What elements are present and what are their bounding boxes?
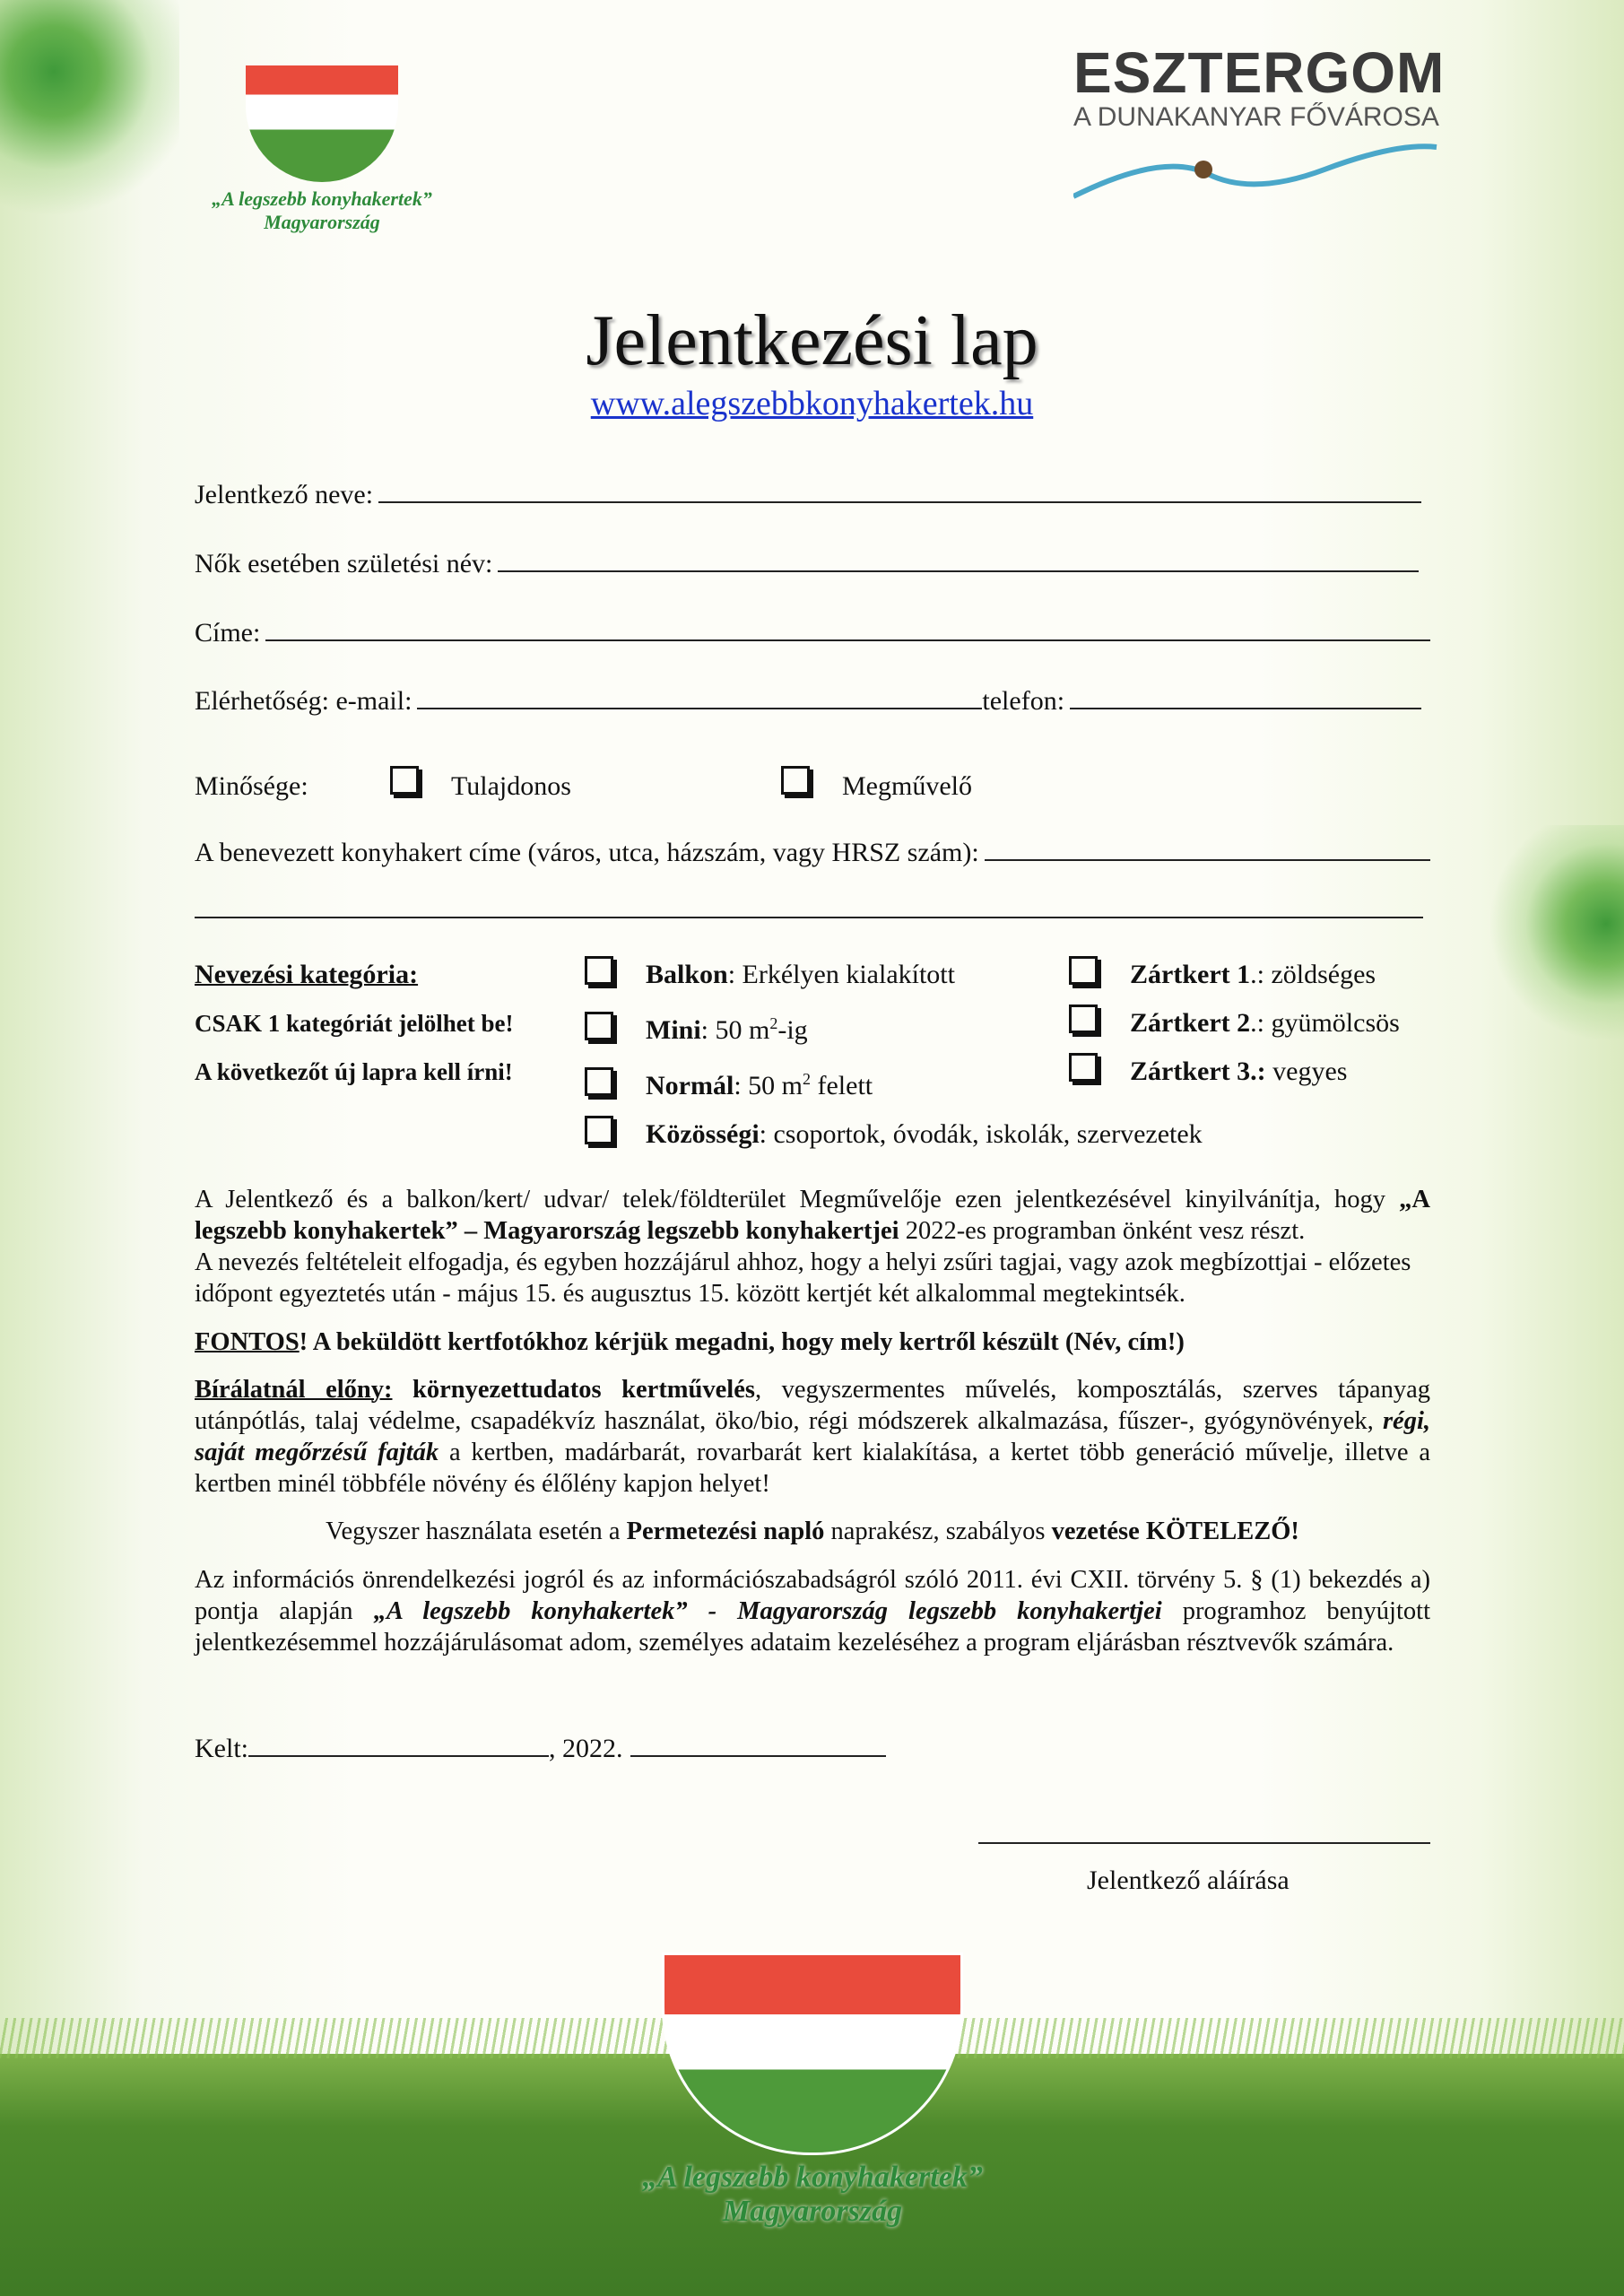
important-note: FONTOS! A beküldött kertfotókhoz kérjük megadni, hogy mely kertről készült (Név, cím!) <box>195 1328 1185 1356</box>
zartkert-1-checkbox[interactable] <box>1069 956 1098 985</box>
contact-field[interactable] <box>195 686 1421 717</box>
pesticide-note: Vegyszer használata esetén a Permetezési napló naprakész, szabályos vezetése KÖTELEZŐ! <box>326 1518 1299 1545</box>
judging-criteria-paragraph: Bírálatnál előny: környezettudatos kertművelés, vegyszermentes művelés, komposztálás, szerves tápanyag utánpótlás, talaj védelme, csapadékvíz használat, öko/bio, régi módszerek alkalmazása, fűszer-, gyógynövények, régi, saját megőrzésű fajták a kertben, madárbarát, rovarbarát kert kialakítása, a kertet több generáció művelje, illetve a kertben minél többféle növény és élőlény kapjon helyet! <box>195 1376 1431 1498</box>
maiden-name-field[interactable] <box>195 549 1419 579</box>
owner-checkbox[interactable] <box>390 766 419 795</box>
kozossegi-checkbox[interactable] <box>585 1116 613 1144</box>
website-link[interactable]: www.alegszebbkonyhakertek.hu <box>590 385 1034 422</box>
role-field <box>195 766 1091 802</box>
zartkert-2-checkbox[interactable] <box>1069 1004 1098 1033</box>
mini-checkbox[interactable] <box>585 1012 613 1040</box>
category-note-new-sheet: A következőt új lapra kell írni! <box>195 1058 513 1085</box>
leaf-decoration-right <box>1489 825 1624 1130</box>
balkon-checkbox[interactable] <box>585 956 613 985</box>
name-field[interactable] <box>195 480 1421 510</box>
leaf-decoration-top-left <box>0 0 179 233</box>
garden-address-line-2[interactable] <box>195 917 1423 918</box>
category-normal[interactable]: Normál: 50 $m^2$ felett <box>585 1055 1203 1110</box>
conditions-paragraph: A nevezés feltételeit elfogadja, és egyben hozzájárul ahhoz, hogy a helyi zsűri tagjai, vagy azok megbízottjai - előzetes időpont egyeztetés után - május 15. és augusztus 15. között kertjét két alkalommal megtekintsék. <box>195 1248 1411 1308</box>
category-mini[interactable]: Mini: 50 $m^2-ig$ <box>585 999 1203 1055</box>
contest-logo-top: „A legszebb konyhakertek” Magyarország <box>190 30 454 227</box>
declaration-paragraph: A Jelentkező és a balkon/kert/ udvar/ telek/földterület Megművelője ezen jelentkezésével kinyilvánítja, hogy „A legszebb konyhakertek” – Magyarország legszebb konyhakertjei 2022-es programban önként vesz részt. <box>195 1186 1430 1245</box>
esztergom-logo: ESZTERGOM A DUNAKANYAR FŐVÁROSA <box>1073 44 1441 205</box>
category-heading: Nevezési kategória: <box>195 960 419 989</box>
email-label: Elérhetőség: e-mail: <box>195 686 413 716</box>
category-balkon[interactable]: Balkon: Erkélyen kialakított <box>585 951 1203 999</box>
signature-line[interactable] <box>978 1842 1430 1844</box>
category-zartkert-2[interactable]: Zártkert 2.: gyümölcsös <box>1069 999 1400 1048</box>
category-kozossegi[interactable]: Közösségi: csoportok, óvodák, iskolák, szervezetek <box>585 1110 1203 1159</box>
date-field[interactable] <box>195 1734 886 1764</box>
garden-address-label: A benevezett konyhakert címe (város, utca, házszám, vagy HRSZ szám): <box>195 838 979 867</box>
page-title: Jelentkezési lap <box>586 301 1038 380</box>
year-label: , 2022. <box>549 1734 623 1763</box>
cultivator-checkbox[interactable] <box>781 766 810 795</box>
category-zartkert-3[interactable]: Zártkert 3.: vegyes <box>1069 1048 1400 1096</box>
category-note-one: CSAK 1 kategóriát jelölhet be! <box>195 1010 514 1037</box>
signature-label: Jelentkező aláírása <box>1087 1866 1290 1895</box>
phone-label: telefon: <box>982 686 1065 716</box>
normal-checkbox[interactable] <box>585 1067 613 1096</box>
cultivator-label: Megművelő <box>842 771 972 801</box>
zartkert-3-checkbox[interactable] <box>1069 1053 1098 1082</box>
address-label: Címe: <box>195 618 261 648</box>
owner-label: Tulajdonos <box>451 771 571 801</box>
category-zartkert-1[interactable]: Zártkert 1.: zöldséges <box>1069 951 1400 999</box>
contest-logo-bottom: „A legszebb konyhakertek” Magyarország <box>588 1845 1037 2213</box>
gdpr-paragraph: Az információs önrendelkezési jogról és az információszabadságról szóló 2011. évi CXII. törvény 5. § (1) bekezdés a) pontja alapján „A legszebb konyhakertek” - Magyarország legszebb konyhakertjei programhoz benyújtott jelentkezésemmel hozzájárulásomat adom, személyes adataim kezeléséhez a program eljárásban résztvevők számára. <box>195 1566 1430 1657</box>
address-field[interactable] <box>195 618 1430 648</box>
date-label: Kelt: <box>195 1734 248 1763</box>
garden-address-field[interactable] <box>195 838 1430 868</box>
maiden-name-label: Nők esetében születési név: <box>195 549 493 578</box>
danube-river-icon <box>1073 134 1441 205</box>
name-label: Jelentkező neve: <box>195 480 374 509</box>
role-label: Minősége: <box>195 771 308 801</box>
